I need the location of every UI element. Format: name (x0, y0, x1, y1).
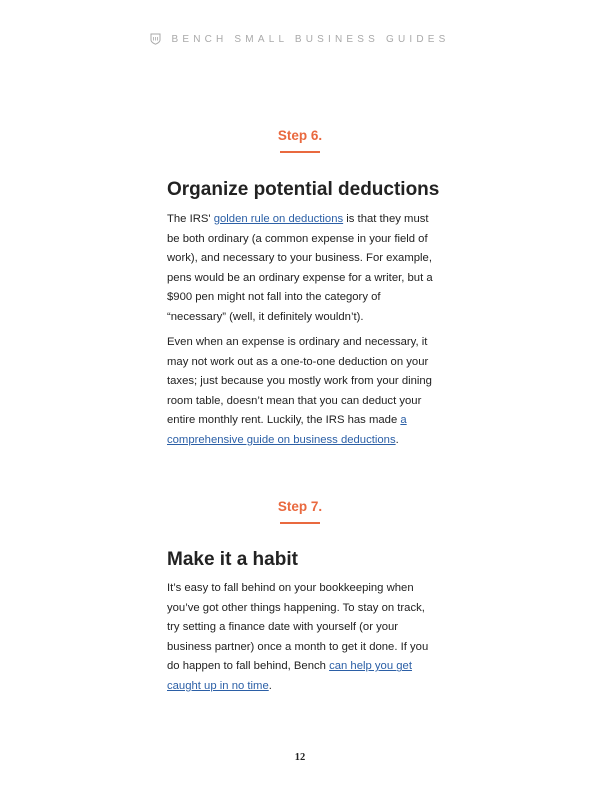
catch-up-link[interactable]: can help you get caught up in no time (167, 660, 412, 692)
step-underline (280, 151, 320, 153)
paragraph (167, 333, 439, 451)
page-number: 12 (294, 752, 306, 763)
step-7-heading (0, 499, 600, 524)
business-deductions-guide-link[interactable]: a comprehensive guide on business deductions (167, 414, 407, 446)
text-run: Even when an expense is ordinary and necessary, it may not work out as a one-to-one deduction on your taxes; just because you mostly work from your dining room table, doesn’t mean that you can deduct your entire monthly rent. Luckily, the IRS has made (167, 336, 432, 427)
section-title: Organize potential deductions (167, 179, 440, 200)
text-run: . (395, 433, 399, 446)
text-run: . (268, 679, 272, 692)
section-title: Make it a habit (167, 549, 298, 570)
step-underline (280, 522, 320, 524)
bench-shield-icon (150, 33, 161, 45)
step-label: Step 6. (277, 128, 323, 143)
golden-rule-link[interactable]: golden rule on deductions (213, 213, 344, 225)
step-label: Step 7. (277, 499, 323, 514)
paragraph (167, 579, 439, 697)
paragraph (167, 210, 439, 328)
text-run: The IRS' (167, 213, 214, 225)
page-header (0, 33, 600, 45)
step-6-heading (0, 128, 600, 153)
text-run: is that they must be both ordinary (a common expense in your field of work), and necessary to your business. For example, pens would be an ordinary expense for a writer, but a $900 pen might not fall into the category of “necessary” (well, it definitely wouldn’t). (167, 213, 433, 323)
text-run: It’s easy to fall behind on your bookkeeping when you’ve got other things happening. To stay on track, try setting a finance date with yourself (or your business partner) once a month to get it done. If you do happen to fall behind, Bench (167, 582, 429, 673)
header-title: BENCH SMALL BUSINESS GUIDES (171, 33, 450, 45)
